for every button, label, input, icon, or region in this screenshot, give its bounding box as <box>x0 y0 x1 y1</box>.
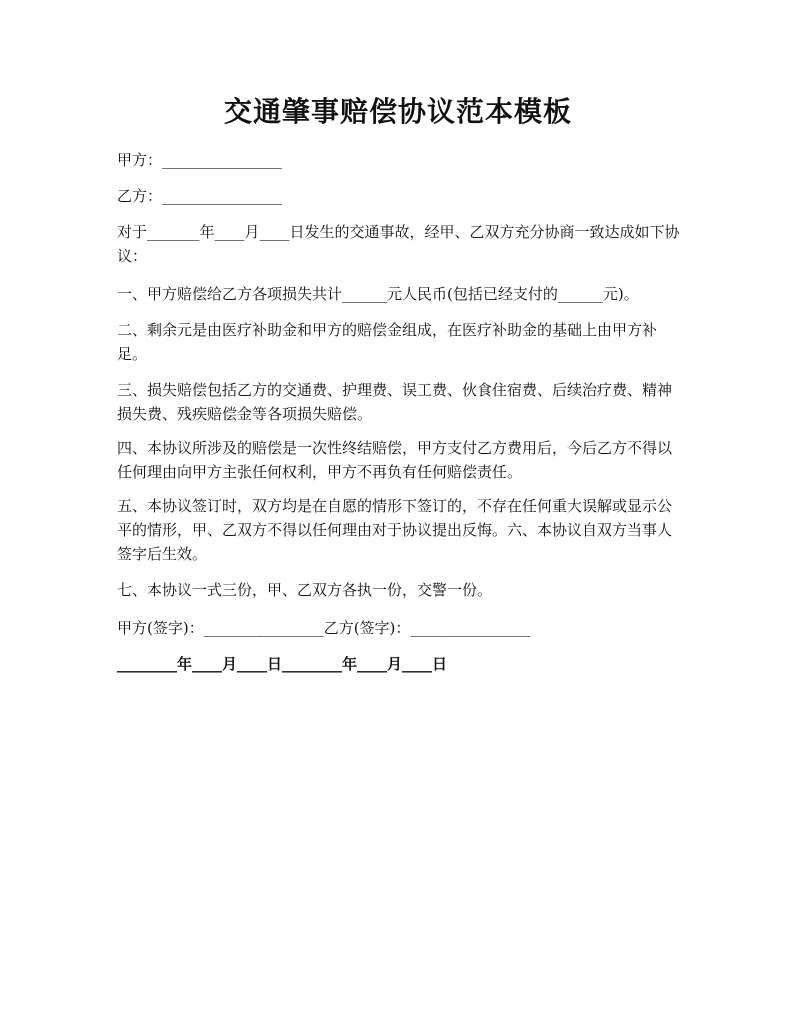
signature-line: 甲方(签字)：________________乙方(签字)：________________ <box>117 619 531 637</box>
date-line: ________年____月____日________年____月____日 <box>117 655 448 673</box>
clause-3: 三、损失赔偿包括乙方的交通费、护理费、误工费、伙食住宿费、后续治疗费、精神损失费、残疾赔偿金等各项损失赔偿。 <box>117 381 673 423</box>
clause-2: 二、剩余元是由医疗补助金和甲方的赔偿金组成，在医疗补助金的基础上由甲方补足。 <box>117 321 658 363</box>
document-title: 交通肇事赔偿协议范本模板 <box>223 95 572 128</box>
party-a-line: 甲方：________________ <box>117 151 283 169</box>
clause-5-6: 五、本协议签订时，双方均是在自愿的情形下签订的，不存在任何重大误解或显示公平的情形，甲、乙双方不得以任何理由对于协议提出反悔。六、本协议自双方当事人签字后生效。 <box>117 497 673 563</box>
intro-paragraph: 对于_______年____月____日发生的交通事故，经甲、乙双方充分协商一致达成如下协议： <box>117 223 680 265</box>
party-b-line: 乙方：________________ <box>117 187 283 205</box>
clause-7: 七、本协议一式三份，甲、乙双方各执一份，交警一份。 <box>117 581 493 599</box>
clause-1: 一、甲方赔偿给乙方各项损失共计______元人民币(包括已经支付的______元)。 <box>117 285 639 303</box>
clause-4: 四、本协议所涉及的赔偿是一次性终结赔偿，甲方支付乙方费用后，今后乙方不得以任何理由向甲方主张任何权利，甲方不再负有任何赔偿责任。 <box>117 439 673 481</box>
